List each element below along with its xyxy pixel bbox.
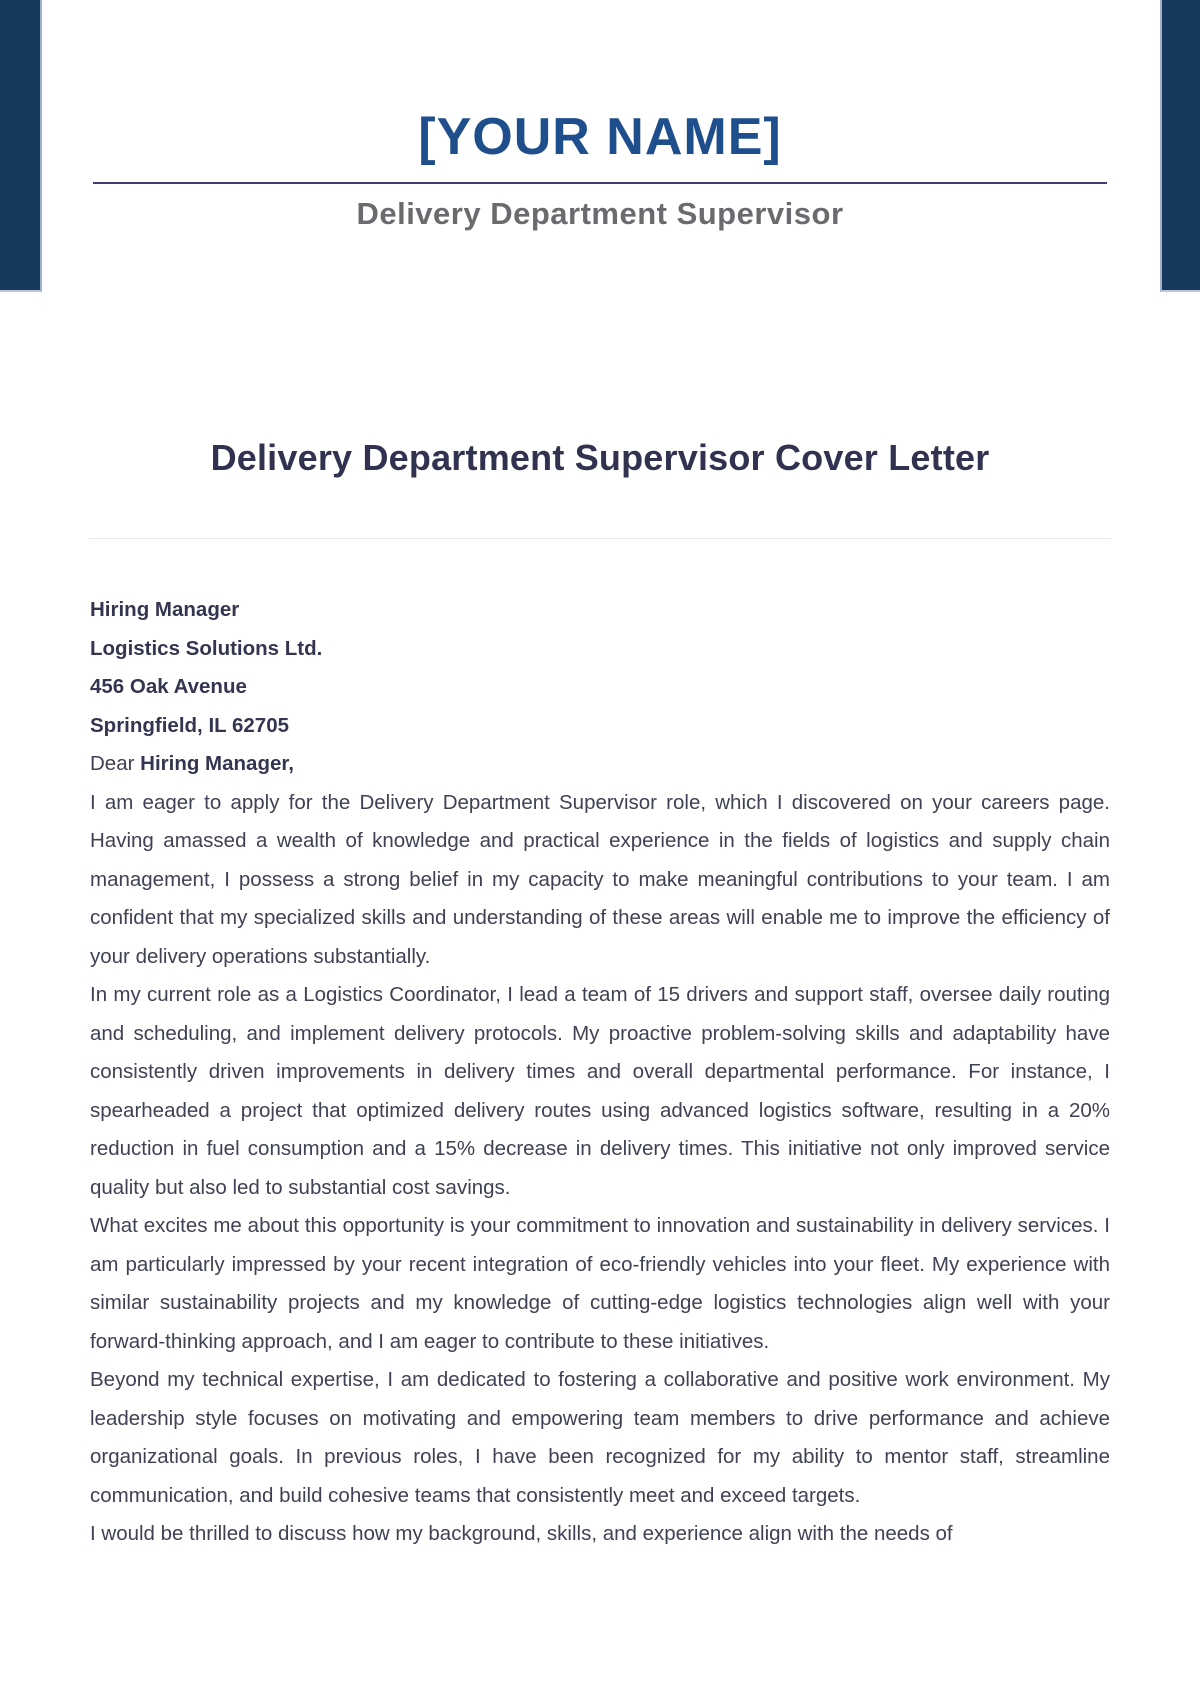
section-divider <box>89 538 1111 539</box>
salutation-recipient: Hiring Manager, <box>140 752 294 775</box>
applicant-name: [YOUR NAME] <box>418 108 782 166</box>
right-accent-bar <box>1160 0 1200 292</box>
salutation <box>90 745 1110 784</box>
closing-paragraph-partial: I would be thrilled to discuss how my background, skills, and experience align with the needs of <box>90 1522 953 1545</box>
recipient-line-4: Springfield, IL 62705 <box>90 713 289 737</box>
recipient-line-3: 456 Oak Avenue <box>90 675 247 698</box>
salutation-prefix: Dear <box>90 752 141 775</box>
letter-paragraph-1: I am eager to apply for the Delivery Department Supervisor role, which I discovered on your careers page. Having amassed a wealth of knowledge and practical experience in the fields of logistics and supply chain management, I possess a strong belief in my capacity to make meaningful contributions to your team. I am confident that my specialized skills and understanding of these areas will enable me to improve the efficiency of your delivery operations substantially. <box>90 790 1110 968</box>
recipient-line-2: Logistics Solutions Ltd. <box>90 636 323 660</box>
applicant-role: Delivery Department Supervisor <box>356 196 844 231</box>
letter-paragraph-2: In my current role as a Logistics Coordinator, I lead a team of 15 drivers and support staff, oversee daily routing and scheduling, and implement delivery protocols. My proactive problem-solving skills and adaptability have consistently driven improvements in delivery times and overall departmental performance. For instance, I spearheaded a project that optimized delivery routes using advanced logistics software, resulting in a 20% reduction in fuel consumption and a 15% decrease in delivery times. This initiative not only improved service quality but also led to substantial cost savings. <box>90 983 1110 1199</box>
letter-paragraph-3: What excites me about this opportunity is your commitment to innovation and sustainability in delivery services. I am particularly impressed by your recent integration of eco-friendly vehicles into your fleet. My experience with similar sustainability projects and my knowledge of cutting-edge logistics technologies align well with your forward-thinking approach, and I am eager to contribute to these initiatives. <box>90 1214 1110 1353</box>
letter-paragraph-4: Beyond my technical expertise, I am dedicated to fostering a collaborative and positive work environment. My leadership style focuses on motivating and empowering team members to drive performance and achieve organizational goals. In previous roles, I have been recognized for my ability to mentor staff, streamline communication, and build cohesive teams that consistently meet and exceed targets. <box>90 1368 1110 1507</box>
letter-body <box>90 591 1110 1554</box>
letterhead-divider <box>93 182 1107 184</box>
left-accent-bar <box>0 0 42 292</box>
recipient-line-1: Hiring Manager <box>90 598 240 621</box>
document-title: Delivery Department Supervisor Cover Letter <box>210 437 990 478</box>
letterhead <box>0 0 1200 232</box>
